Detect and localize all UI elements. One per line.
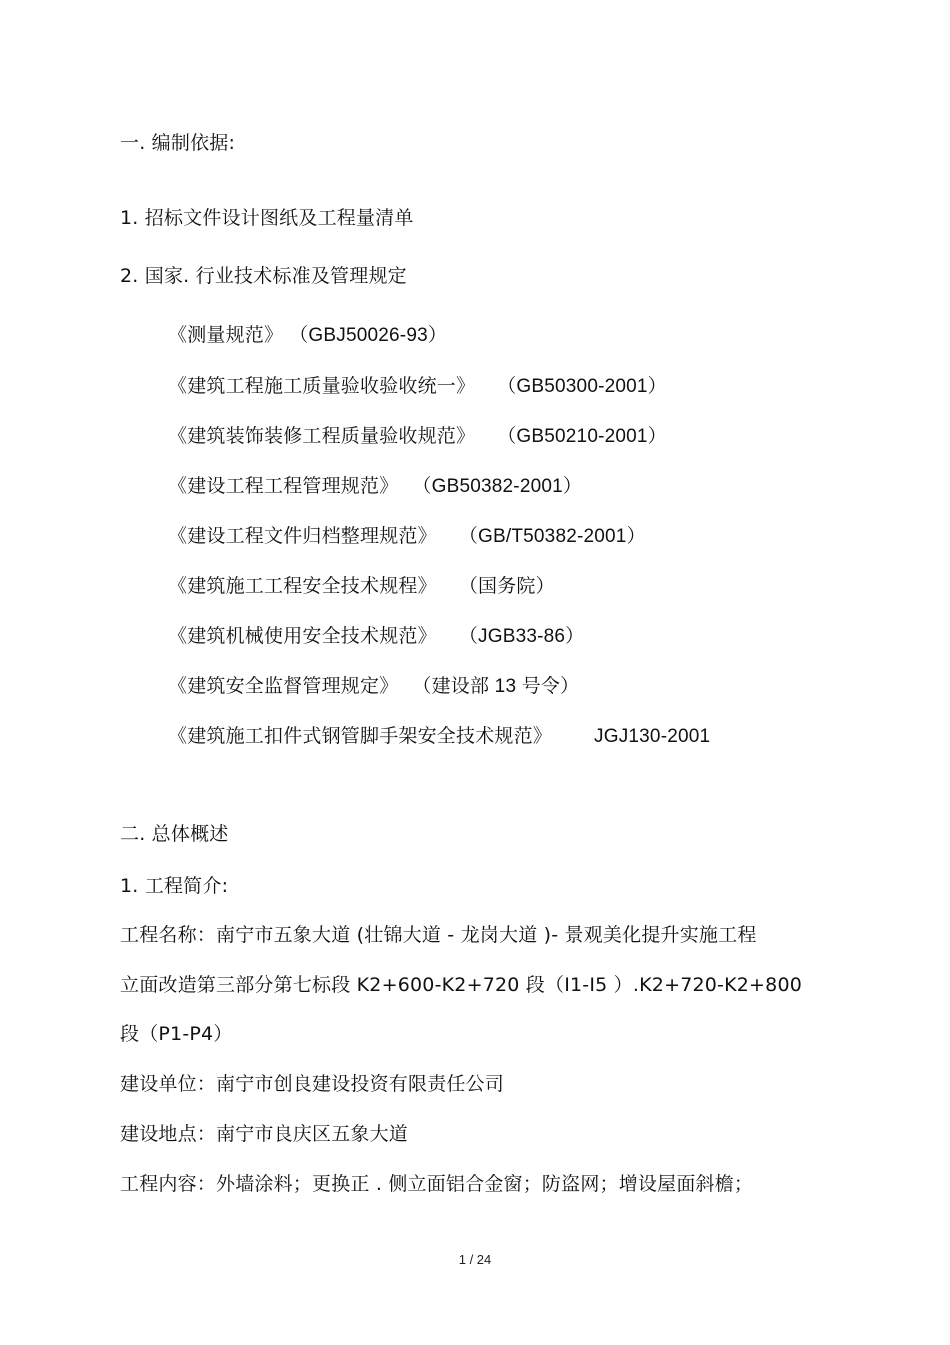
standard-code: （GB50300-2001） [497, 376, 667, 397]
project-name-line-2: 立面改造第三部分第七标段 K2+600-K2+720 段（I1-I5 ）.K2+720-K2+800 [120, 974, 803, 996]
standard-item [168, 724, 710, 749]
standard-title: 《建筑工程施工质量验收验收统一》 [168, 375, 476, 397]
project-name-line-1: 工程名称：南宁市五象大道 (壮锦大道 - 龙岗大道 )- 景观美化提升实施工程 [120, 924, 757, 946]
standard-item [168, 524, 646, 549]
basis-item-1: 1. 招标文件设计图纸及工程量清单 [120, 207, 414, 229]
standard-item [168, 323, 447, 348]
standard-title: 《建筑装饰装修工程质量验收规范》 [168, 425, 476, 447]
standard-title: 《建筑施工扣件式钢管脚手架安全技术规范》 [168, 725, 553, 747]
standard-item [168, 574, 555, 599]
standard-item [168, 424, 667, 449]
standard-title: 《建筑安全监督管理规定》 [168, 675, 399, 697]
standard-item [168, 474, 582, 499]
standard-title: 《建设工程工程管理规范》 [168, 475, 399, 497]
standard-title: 《建设工程文件归档整理规范》 [168, 525, 437, 547]
standard-item [168, 624, 584, 649]
page-number: 1 / 24 [458, 1252, 492, 1267]
standard-title: 《测量规范》 [168, 324, 284, 346]
location-line: 建设地点：南宁市良庆区五象大道 [120, 1123, 409, 1145]
content-line: 工程内容：外墙涂料；更换正 . 侧立面铝合金窗；防盗网；增设屋面斜檐； [120, 1173, 754, 1195]
standard-code: （JGB33-86） [458, 626, 585, 647]
section-2-heading: 二. 总体概述 [120, 823, 229, 845]
builder-line: 建设单位：南宁市创良建设投资有限责任公司 [120, 1073, 505, 1095]
standard-code: （GB/T50382-2001） [458, 526, 646, 547]
standard-code: （GB50210-2001） [497, 426, 667, 447]
standard-code: JGJ130-2001 [594, 726, 711, 747]
standard-code: （国务院） [458, 576, 555, 597]
standard-code: （GBJ50026-93） [289, 325, 448, 346]
section-1-heading: 一. 编制依据: [120, 132, 236, 154]
standard-title: 《建筑施工工程安全技术规程》 [168, 575, 437, 597]
standard-item [168, 374, 667, 399]
standard-code: （GB50382-2001） [412, 476, 583, 497]
basis-item-2: 2. 国家. 行业技术标准及管理规定 [120, 265, 407, 287]
project-intro-label: 1. 工程简介: [120, 875, 229, 897]
project-name-line-3: 段（P1-P4） [120, 1023, 233, 1045]
standard-title: 《建筑机械使用安全技术规范》 [168, 625, 437, 647]
standard-item [168, 674, 579, 699]
standard-code: （建设部 13 号令） [412, 676, 580, 697]
